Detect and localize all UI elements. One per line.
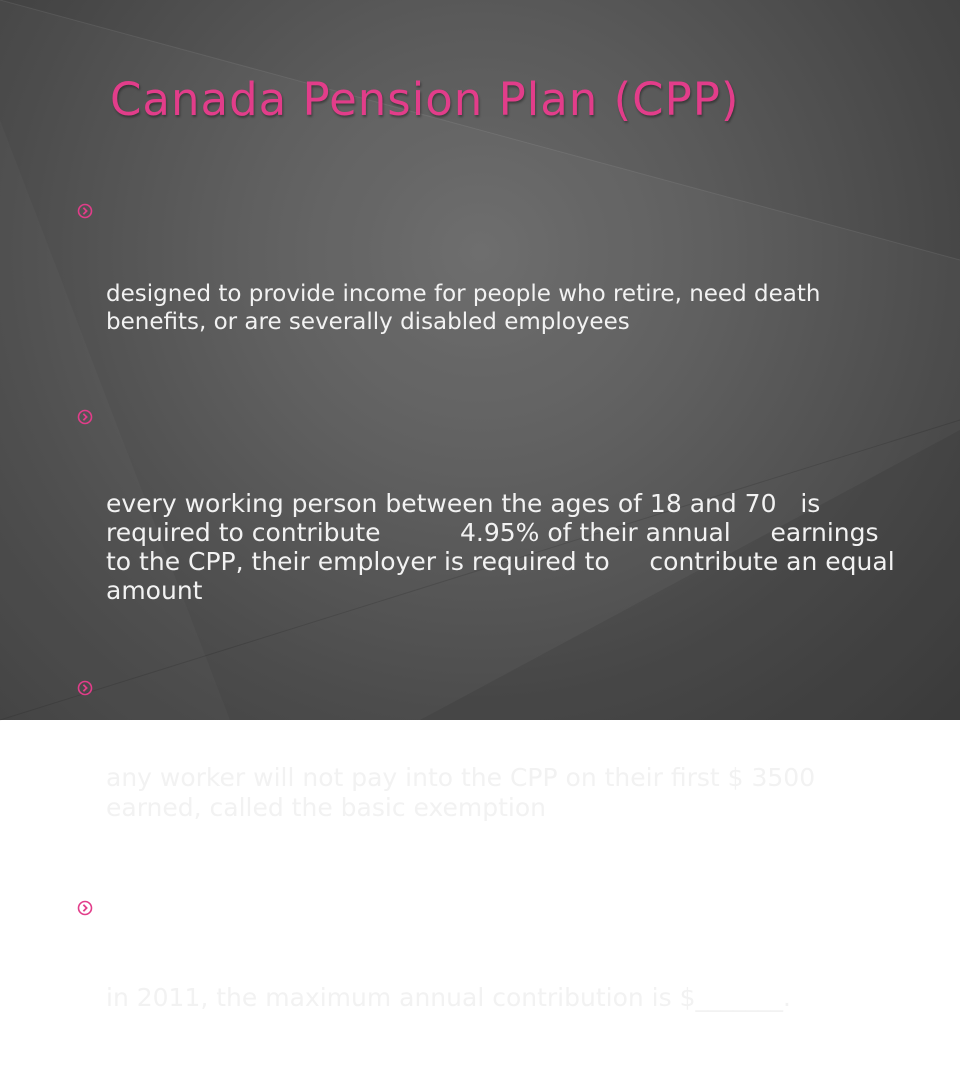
- bullet-list: [76, 196, 906, 1083]
- bullet-text: designed to provide income for people who retire, need death benefits, or are severally disabled employees: [106, 281, 828, 335]
- bullet-text: any worker will not pay into the CPP on their first $ 3500 earned, called the basic exemption: [106, 763, 824, 822]
- bullet-item: [76, 196, 906, 392]
- circle-arrow-bullet-icon: [77, 900, 93, 916]
- circle-arrow-bullet-icon: [77, 203, 93, 219]
- bullet-item: [76, 893, 906, 1073]
- bullet-item: [76, 673, 906, 883]
- bullet-text: in 2011, the maximum annual contribution is $_______.: [106, 983, 791, 1012]
- bullet-item: [76, 402, 906, 663]
- bullet-text: every working person between the ages of 18 and 70 is required to contribute 4.95% of their annual earnings to the CPP, their employer is required to contribute an equal amount: [106, 489, 903, 605]
- circle-arrow-bullet-icon: [77, 409, 93, 425]
- slide-title: Canada Pension Plan (CPP): [110, 73, 740, 126]
- circle-arrow-bullet-icon: [77, 680, 93, 696]
